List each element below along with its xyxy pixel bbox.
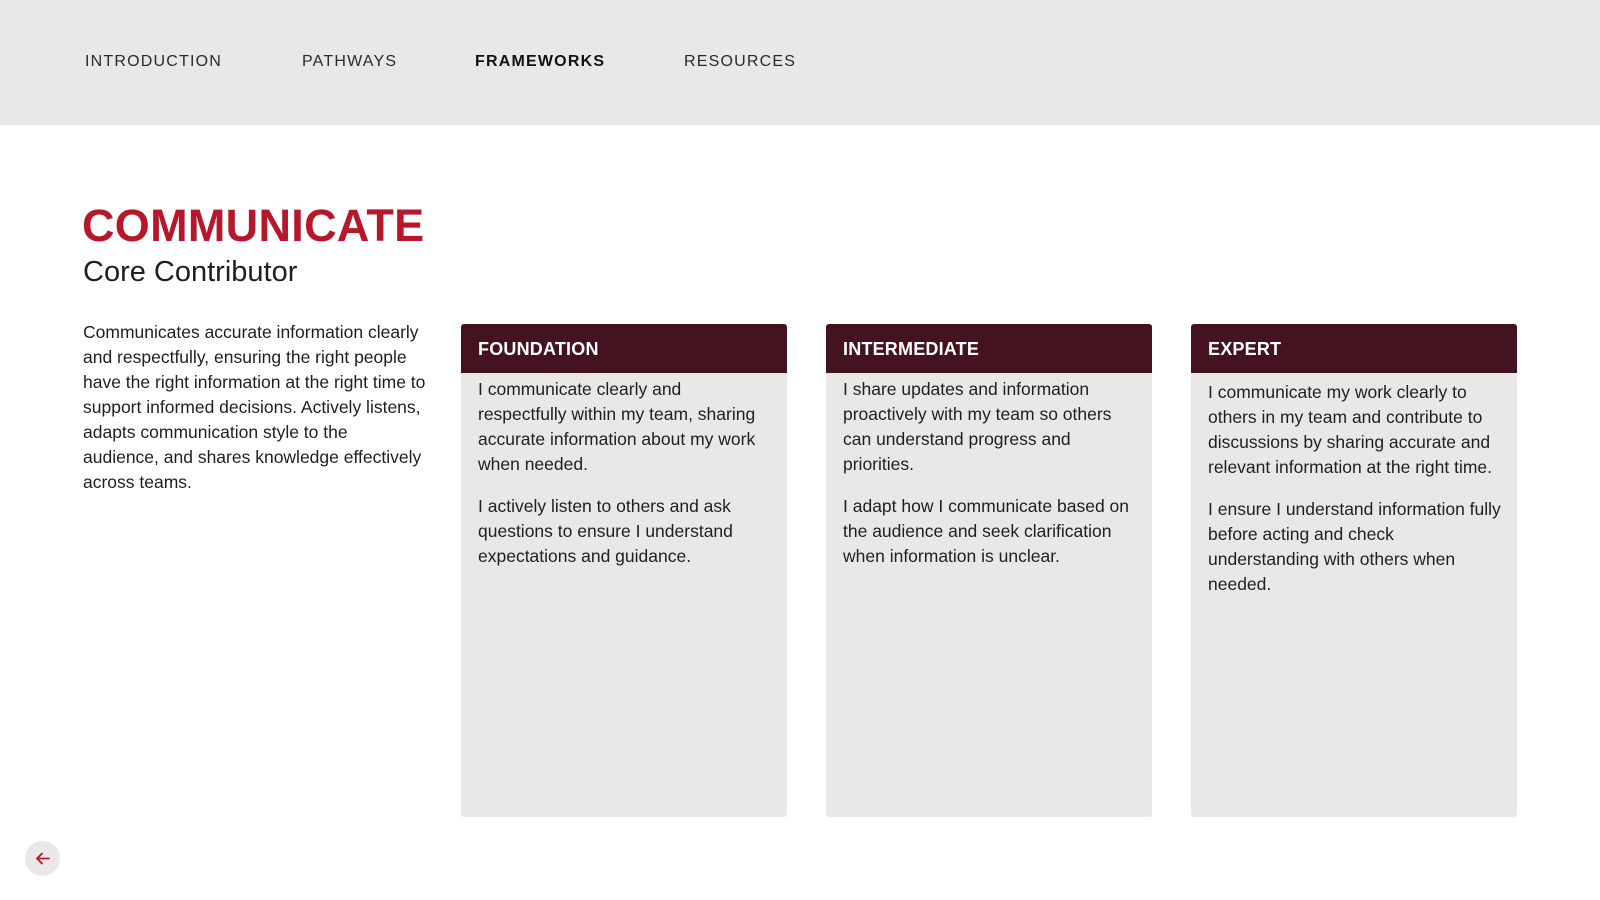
page-title: COMMUNICATE (82, 200, 425, 251)
card-paragraph: I actively listen to others and ask questions to ensure I understand expectations and guidance. (478, 496, 733, 566)
card-paragraph: I share updates and information proactively with my team so others can understand progress and priorities. (843, 379, 1112, 474)
card-header-foundation: FOUNDATION (461, 324, 787, 373)
card-body-foundation (461, 373, 787, 569)
nav-item-frameworks[interactable]: FRAMEWORKS (475, 53, 606, 70)
arrow-left-icon (34, 850, 51, 867)
card-body-expert (1191, 373, 1517, 597)
level-card-foundation (461, 324, 787, 817)
card-header-intermediate: INTERMEDIATE (826, 324, 1152, 373)
level-card-intermediate (826, 324, 1152, 817)
card-paragraph: I adapt how I communicate based on the audience and seek clarification when information is unclear. (843, 496, 1130, 566)
card-header-expert: EXPERT (1191, 324, 1517, 373)
level-card-expert (1191, 324, 1517, 817)
nav-item-introduction[interactable]: INTRODUCTION (85, 53, 223, 70)
card-paragraph: I communicate clearly and respectfully within my team, sharing accurate information about my work when needed. (478, 379, 756, 474)
nav-item-resources[interactable]: RESOURCES (684, 53, 797, 70)
card-body-intermediate (826, 373, 1152, 569)
top-navigation-bar (0, 0, 1600, 125)
card-paragraph: I communicate my work clearly to others in my team and contribute to discussions by sharing accurate and relevant information at the right time. (1208, 382, 1493, 477)
competency-description: Communicates accurate information clearly and respectfully, ensuring the right people have the right information at the right time to support informed decisions. Actively listens, adapts communication style to the audience, and shares knowledge effectively across teams. (83, 322, 426, 492)
nav-item-pathways[interactable]: PATHWAYS (302, 53, 398, 70)
back-button[interactable] (25, 841, 60, 876)
page-subtitle: Core Contributor (83, 256, 298, 288)
card-paragraph: I ensure I understand information fully before acting and check understanding with others when needed. (1208, 499, 1501, 594)
